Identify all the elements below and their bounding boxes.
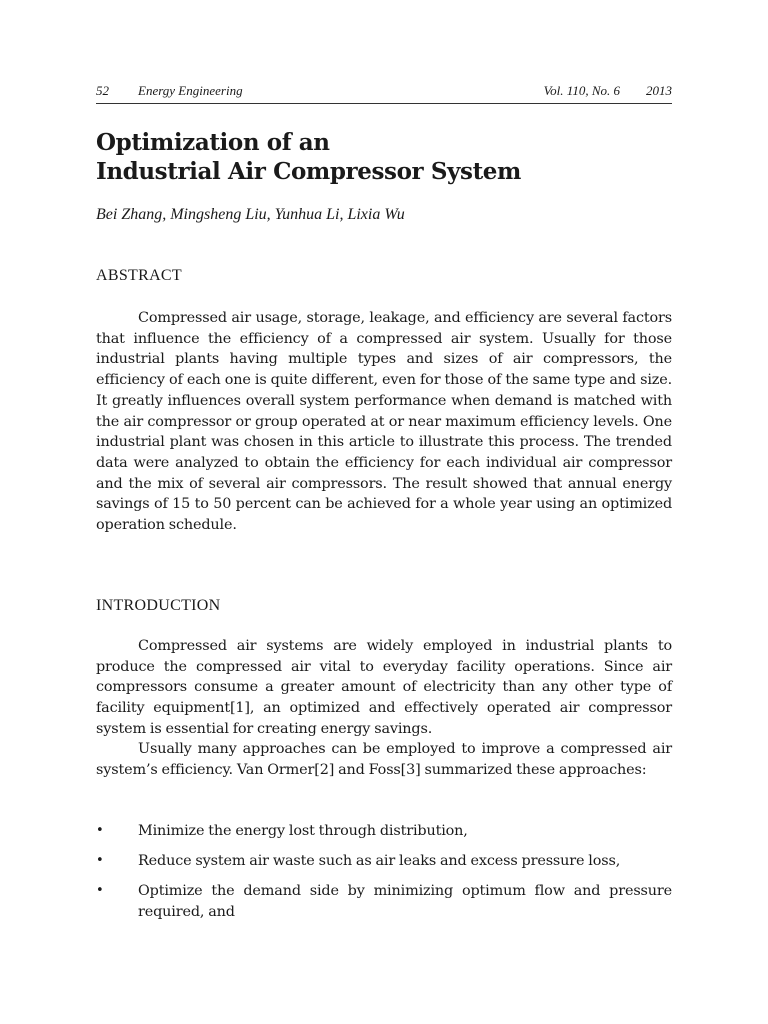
- list-item: [96, 881, 672, 922]
- bullet-icon: •: [96, 883, 104, 898]
- title-line-2: Industrial Air Compressor System: [96, 158, 521, 185]
- list-item: [96, 851, 672, 872]
- bullet-icon: •: [96, 823, 104, 838]
- publication-year: 2013: [646, 83, 672, 98]
- running-head: [96, 82, 672, 102]
- list-item: [96, 821, 672, 842]
- list-item-text: Reduce system air waste such as air leaks and excess pressure loss,: [138, 853, 621, 869]
- article-title: [96, 128, 672, 186]
- list-item-text: Optimize the demand side by minimizing optimum flow and pressure required, and: [138, 883, 672, 920]
- introduction-heading: INTRODUCTION: [96, 597, 221, 614]
- introduction-paragraph-2: Usually many approaches can be employed to improve a compressed air system’s efficiency. Van Ormer[2] and Foss[3] summarized these approaches:: [96, 741, 672, 778]
- header-rule: [96, 103, 672, 104]
- volume-issue: Vol. 110, No. 6: [543, 83, 620, 98]
- title-line-1: Optimization of an: [96, 129, 330, 156]
- list-item-text: Minimize the energy lost through distribution,: [138, 823, 468, 839]
- journal-name: Energy Engineering: [138, 83, 243, 98]
- page-number: 52: [96, 83, 109, 98]
- abstract-heading: ABSTRACT: [96, 267, 182, 284]
- abstract-paragraph: Compressed air usage, storage, leakage, and efficiency are several factors that influence the efficiency of a compressed air system. Usually for those industrial plants having multiple types and sizes of air compressors, the efficiency of each one is quite different, even for those of the same type and size. It greatly influences overall system performance when demand is matched with the air compressor or group operated at or near maximum efficiency levels. One industrial plant was chosen in this article to illustrate this process. The trended data were analyzed to obtain the efficiency for each individual air compressor and the mix of several air compressors. The result showed that annual energy savings of 15 to 50 percent can be achieved for a whole year using an optimized operation schedule.: [96, 310, 672, 534]
- bullet-icon: •: [96, 853, 104, 868]
- author-list: Bei Zhang, Mingsheng Liu, Yunhua Li, Lixia Wu: [96, 206, 405, 223]
- introduction-paragraph-1: Compressed air systems are widely employed in industrial plants to produce the compressed air vital to everyday facility operations. Since air compressors consume a greater amount of electricity than any other type of facility equipment[1], an optimized and effectively operated air compressor system is essential for creating energy savings.: [96, 638, 672, 737]
